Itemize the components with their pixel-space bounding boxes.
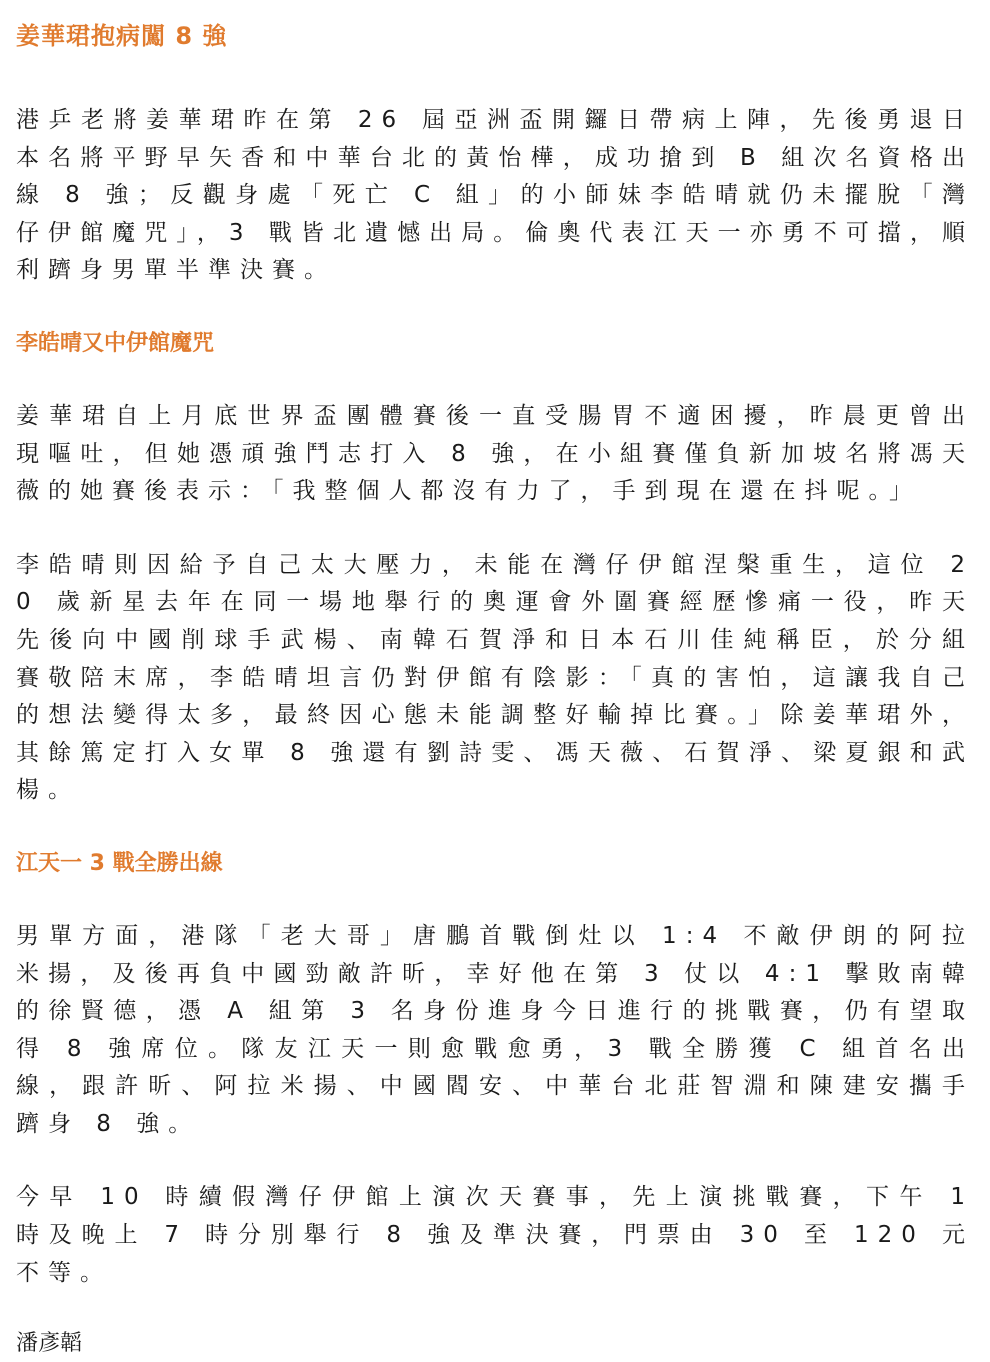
spacer <box>16 58 974 102</box>
subheading-jiang-tianyi: 江天一 3 戰全勝出線 <box>16 850 223 876</box>
spacer <box>16 1143 974 1179</box>
paragraph-mens-singles: 男單方面，港隊「老大哥」唐鵬首戰倒灶以 1:4 不敵伊朗的阿拉米揚，及後再負中國勁敵許昕，幸好他在第 3 仗以 4:1 擊敗南韓的徐賢德，憑 A 組第 3 名身份進身今日進行的挑戰賽，仍有望取得 8 強席位。隊友江天一則愈戰愈勇，3 戰全勝獲 C 組首名出線，跟許昕、阿拉米揚、中國閻安、中華台北莊智淵和陳建安攜手躋身 8 強。 <box>16 922 974 1137</box>
spacer <box>16 290 974 324</box>
paragraph-jiang-health: 姜華珺自上月底世界盃團體賽後一直受腸胃不適困擾，昨晨更曾出現嘔吐，但她憑頑強鬥志打入 8 強，在小組賽僅負新加坡名將馮天薇的她賽後表示：「我整個人都沒有力了，手到現在還在抖呢。」 <box>16 402 974 505</box>
spacer <box>16 1292 974 1326</box>
article-headline: 姜華珺抱病闖 8 強 <box>16 22 228 50</box>
article <box>16 14 974 1362</box>
paragraph-lee-ho-ching: 李皓晴則因給予自己太大壓力，未能在灣仔伊館涅槃重生，這位 20 歲新星去年在同一場地舉行的奧運會外圍賽經歷慘痛一役，昨天先後向中國削球手武楊、南韓石賀淨和日本石川佳純稱臣，於分組賽敬陪末席，李皓晴坦言仍對伊館有陰影：「真的害怕，這讓我自己的想法變得太多，最終因心態未能調整好輸掉比賽。」除姜華珺外，其餘篤定打入女單 8 強還有劉詩雯、馮天薇、石賀淨、梁夏銀和武楊。 <box>16 551 974 804</box>
spacer <box>16 364 974 398</box>
spacer <box>16 884 974 918</box>
spacer <box>16 810 974 844</box>
paragraph-intro: 港乒老將姜華珺昨在第 26 屆亞洲盃開鑼日帶病上陣，先後勇退日本名將平野早矢香和中華台北的黃怡樺，成功搶到 B 組次名資格出線 8 強；反觀身處「死亡 C 組」的小師妹李皓晴就仍未擺脫「灣仔伊館魔咒」，3 戰皆北遺憾出局。倫奧代表江天一亦勇不可擋，順利躋身男單半準決賽。 <box>16 107 974 284</box>
subheading-lee-ho-ching: 李皓晴又中伊館魔咒 <box>16 330 215 356</box>
spacer <box>16 511 974 547</box>
paragraph-schedule: 今早 10 時續假灣仔伊館上演次天賽事，先上演挑戰賽，下午 1 時及晚上 7 時分別舉行 8 強及準決賽，門票由 30 至 120 元不等。 <box>16 1184 974 1286</box>
author-byline: 潘彥韜 <box>16 1331 83 1357</box>
